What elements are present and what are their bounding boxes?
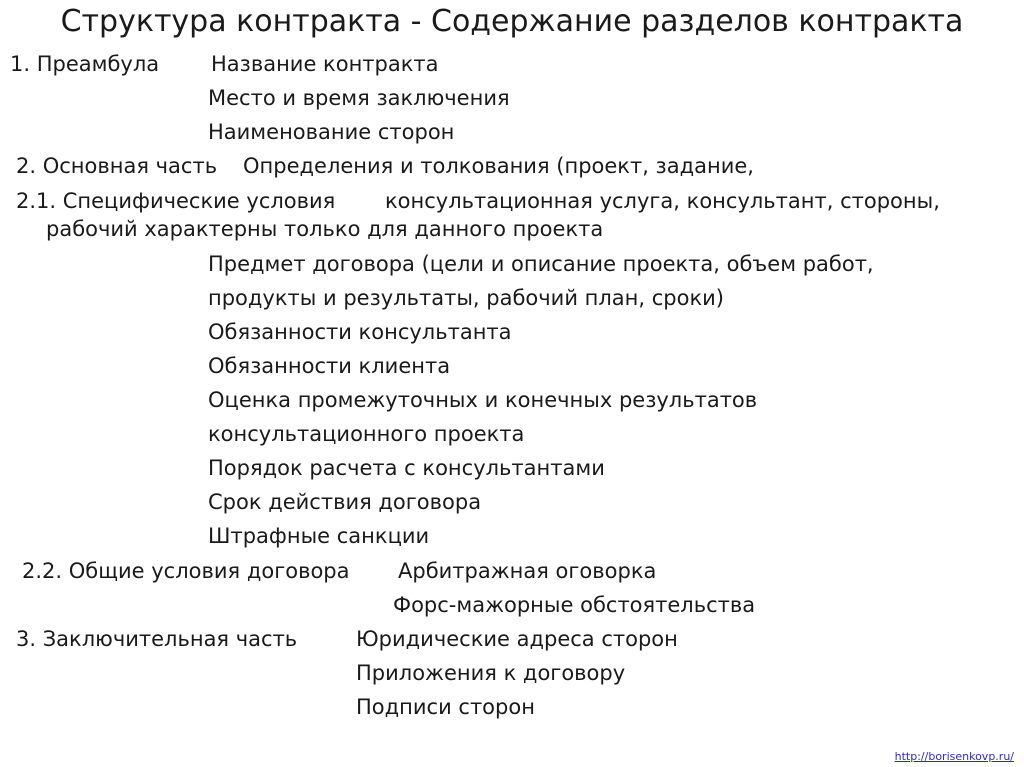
section-3-item: Юридические адреса сторон <box>356 627 678 651</box>
section-3-item: Приложения к договору <box>356 661 626 685</box>
section-2-label: 2. Основная часть <box>16 154 218 178</box>
footer-source-link[interactable]: http://borisenkovp.ru/ <box>894 750 1014 763</box>
section-2-item: Определения и толкования (проект, задание, <box>243 154 754 178</box>
section-2-1-item: Обязанности клиента <box>208 354 451 378</box>
section-2-2-item: Форс-мажорные обстоятельства <box>393 593 756 617</box>
section-2-1-item: Обязанности консультанта <box>208 320 512 344</box>
section-2-1-item: Оценка промежуточных и конечных результатов <box>208 388 758 412</box>
section-2-1-item: Предмет договора (цели и описание проекта, объем работ, <box>208 252 874 276</box>
section-1-item: Название контракта <box>211 52 439 76</box>
section-2-1-continuation: рабочий характерны только для данного проекта <box>46 217 604 241</box>
section-2-1-label: 2.1. Специфические условия <box>16 189 336 213</box>
section-2-1-item: консультационного проекта <box>208 422 525 446</box>
section-1-label: 1. Преамбула <box>10 52 160 76</box>
section-2-1-item: консультационная услуга, консультант, стороны, <box>385 189 940 213</box>
section-2-1-item: Штрафные санкции <box>208 524 430 548</box>
slide-title: Структура контракта - Содержание разделов контракта <box>60 4 964 39</box>
section-2-1-item: Срок действия договора <box>208 490 482 514</box>
section-2-2-label: 2.2. Общие условия договора <box>22 559 350 583</box>
section-2-1-item: продукты и результаты, рабочий план, сроки) <box>208 286 724 310</box>
section-1-item: Наименование сторон <box>208 120 455 144</box>
section-3-label: 3. Заключительная часть <box>16 627 298 651</box>
section-3-item: Подписи сторон <box>356 695 535 719</box>
section-2-1-item: Порядок расчета с консультантами <box>208 456 605 480</box>
section-2-2-item: Арбитражная оговорка <box>398 559 657 583</box>
section-1-item: Место и время заключения <box>208 86 510 110</box>
